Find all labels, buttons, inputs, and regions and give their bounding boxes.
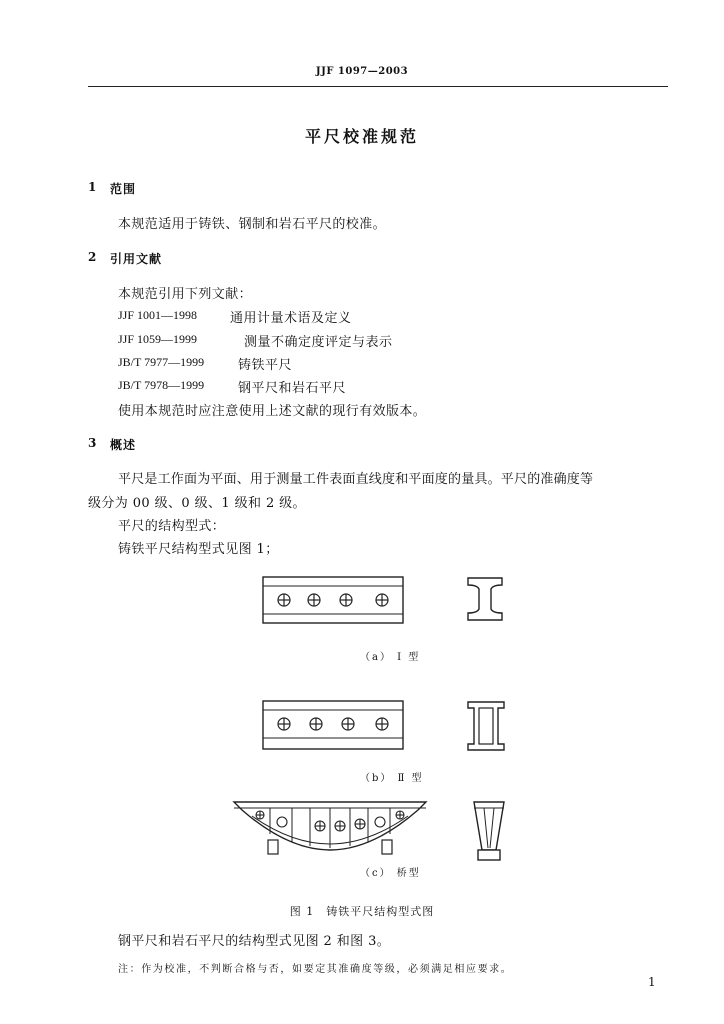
figure-1-caption: 图 1 铸铁平尺结构型式图	[289, 905, 435, 918]
section-3-structure: 平尺的结构型式：	[118, 519, 226, 534]
figure-b-caption: （b） Ⅱ 型	[360, 773, 424, 784]
figure-a-caption: （a） Ⅰ 型	[360, 652, 421, 663]
section-1-title: 范围	[110, 182, 137, 196]
page-number: 1	[648, 975, 656, 989]
page-title: 平尺校准规范	[304, 127, 419, 146]
reference-title: 钢平尺和岩石平尺	[238, 381, 347, 396]
figures-2-3-reference: 钢平尺和岩石平尺的结构型式见图 2 和图 3。	[118, 934, 391, 949]
section-2-number: 2	[88, 250, 97, 264]
header-code: JJF 1097—2003	[315, 66, 409, 77]
reference-title: 通用计量术语及定义	[230, 311, 352, 326]
footnote: 注：作为校准，不判断合格与否，如要定其准确度等级，必须满足相应要求。	[118, 964, 513, 975]
section-1-text: 本规范适用于铸铁、钢制和岩石平尺的校准。	[118, 217, 387, 232]
reference-code: JJF 1059—1999	[118, 332, 198, 346]
section-3-paragraph-line-1: 平尺是工作面为平面、用于测量工件表面直线度和平面度的量具。平尺的准确度等	[118, 472, 594, 487]
type-i-cross-section	[465, 576, 505, 622]
reference-title: 测量不确定度评定与表示	[244, 335, 393, 350]
bridge-cross-section	[472, 800, 508, 864]
type-ii-cross-section	[466, 700, 506, 752]
bridge-ruler-drawing	[232, 800, 428, 862]
section-2-intro: 本规范引用下列文献：	[118, 287, 253, 302]
reference-code: JJF 1001—1998	[118, 308, 198, 322]
reference-title: 铸铁平尺	[238, 358, 293, 373]
figure-c-caption: （c） 桥型	[360, 868, 421, 879]
section-2-title: 引用文献	[110, 252, 163, 266]
reference-code: JB/T 7978—1999	[118, 378, 205, 392]
type-i-ruler-drawing	[262, 576, 406, 626]
section-1-number: 1	[88, 180, 97, 194]
section-3-number: 3	[88, 436, 97, 450]
section-3-paragraph-line-2: 级分为 00 级、0 级、1 级和 2 级。	[88, 496, 306, 511]
header-rule	[88, 86, 668, 87]
reference-code: JB/T 7977—1999	[118, 355, 205, 369]
section-3-cast-iron: 铸铁平尺结构型式见图 1；	[118, 542, 279, 557]
section-2-closing: 使用本规范时应注意使用上述文献的现行有效版本。	[118, 404, 427, 419]
type-ii-ruler-drawing	[262, 700, 406, 752]
section-3-title: 概述	[110, 438, 137, 452]
